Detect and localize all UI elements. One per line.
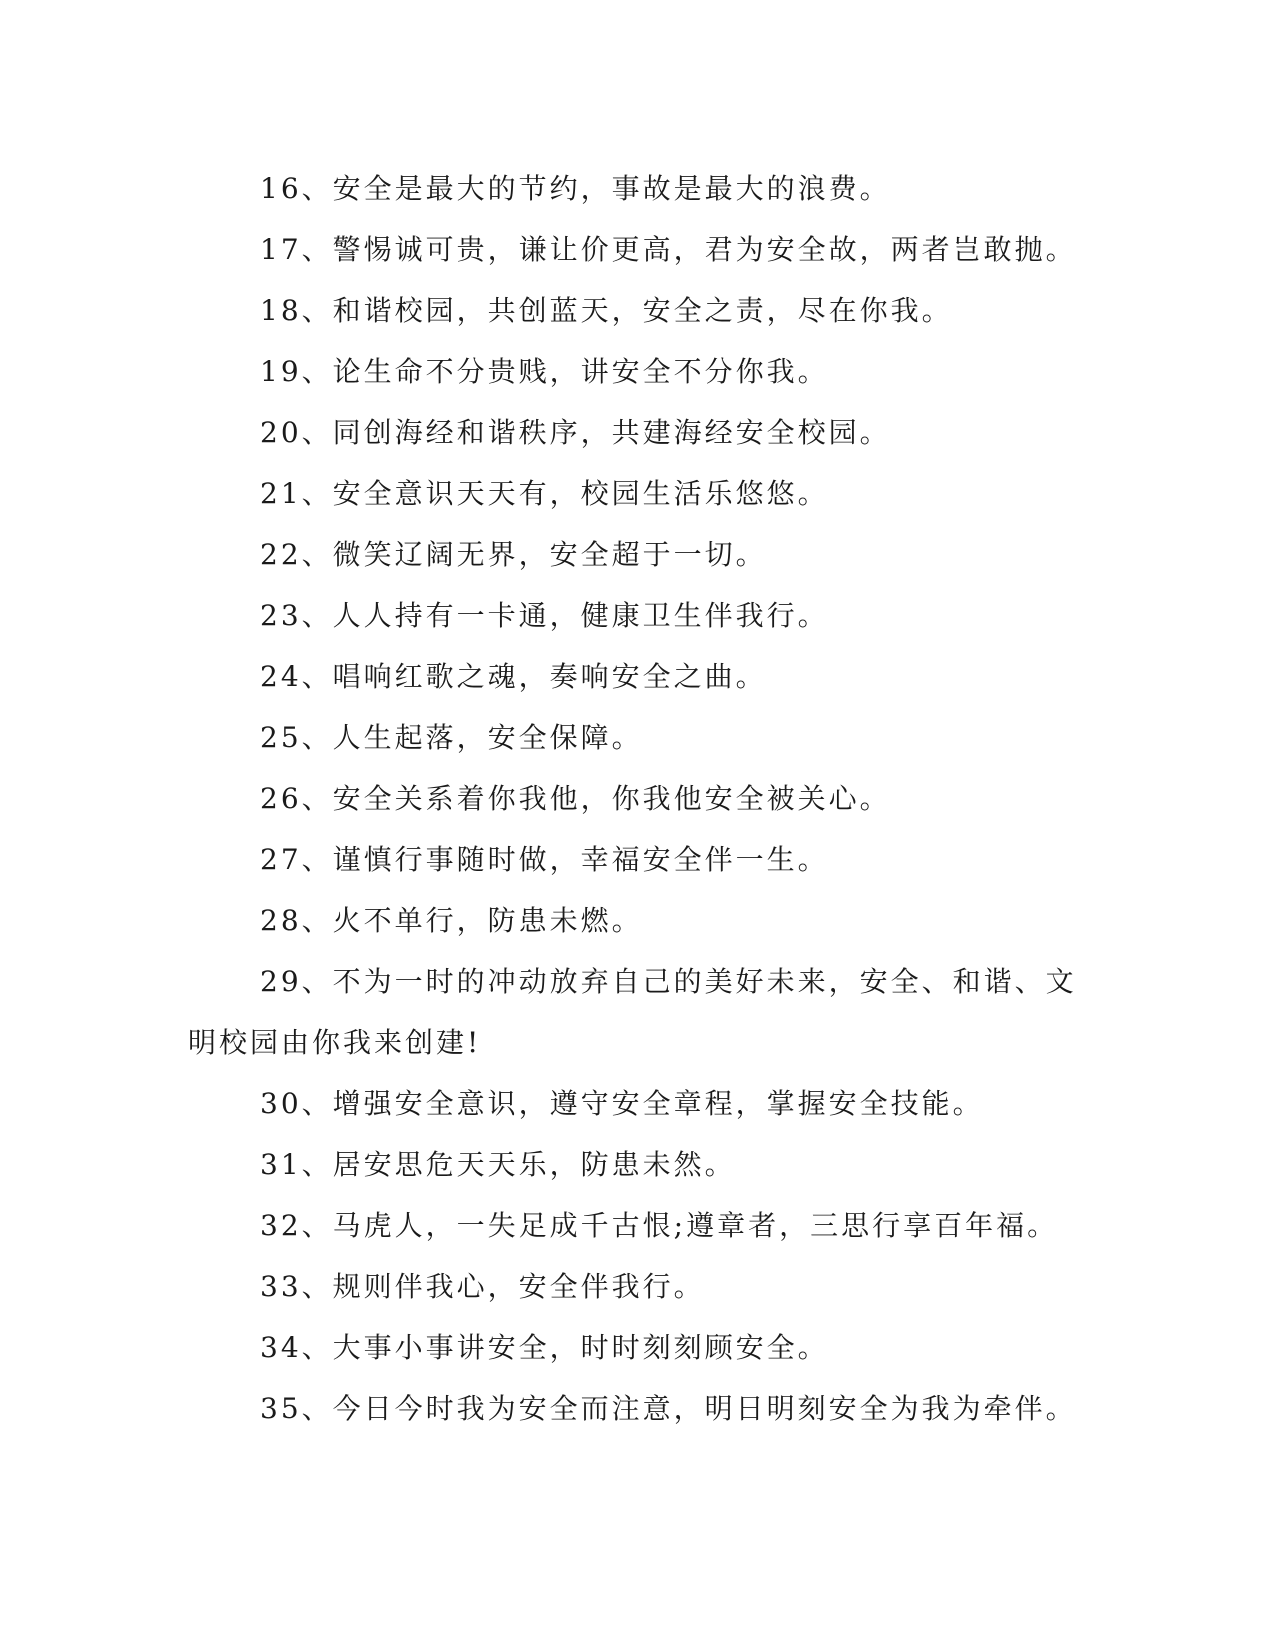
- list-item: 28、火不单行，防患未燃。: [260, 904, 643, 937]
- list-item: 32、马虎人，一失足成千古恨;遵章者，三思行享百年福。: [260, 1209, 1059, 1242]
- list-item: 34、大事小事讲安全，时时刻刻顾安全。: [260, 1331, 829, 1364]
- list-item: 21、安全意识天天有，校园生活乐悠悠。: [260, 477, 829, 510]
- list-item: 30、增强安全意识，遵守安全章程，掌握安全技能。: [260, 1087, 984, 1120]
- list-item: 18、和谐校园，共创蓝天，安全之责，尽在你我。: [260, 294, 953, 327]
- list-item: 27、谨慎行事随时做，幸福安全伴一生。: [260, 843, 829, 876]
- list-item: 19、论生命不分贵贱，讲安全不分你我。: [260, 355, 829, 388]
- list-item: 23、人人持有一卡通，健康卫生伴我行。: [260, 599, 829, 632]
- list-item: 17、警惕诚可贵，谦让价更高，君为安全故，两者岂敢抛。: [260, 233, 1077, 266]
- list-item: 33、规则伴我心，安全伴我行。: [260, 1270, 705, 1303]
- list-item: 25、人生起落，安全保障。: [260, 721, 643, 754]
- list-item: 24、唱响红歌之魂，奏响安全之曲。: [260, 660, 767, 693]
- list-item: 22、微笑辽阔无界，安全超于一切。: [260, 538, 767, 571]
- slogan-list: [188, 158, 1078, 1439]
- list-item: 16、安全是最大的节约，事故是最大的浪费。: [260, 172, 891, 205]
- list-item: 29、不为一时的冲动放弃自己的美好未来，安全、和谐、文明校园由你我来创建!: [188, 965, 1077, 1059]
- list-item: 35、今日今时我为安全而注意，明日明刻安全为我为牵伴。: [260, 1392, 1077, 1425]
- list-item: 26、安全关系着你我他，你我他安全被关心。: [260, 782, 891, 815]
- list-item: 31、居安思危天天乐，防患未然。: [260, 1148, 736, 1181]
- list-item: 20、同创海经和谐秩序，共建海经安全校园。: [260, 416, 891, 449]
